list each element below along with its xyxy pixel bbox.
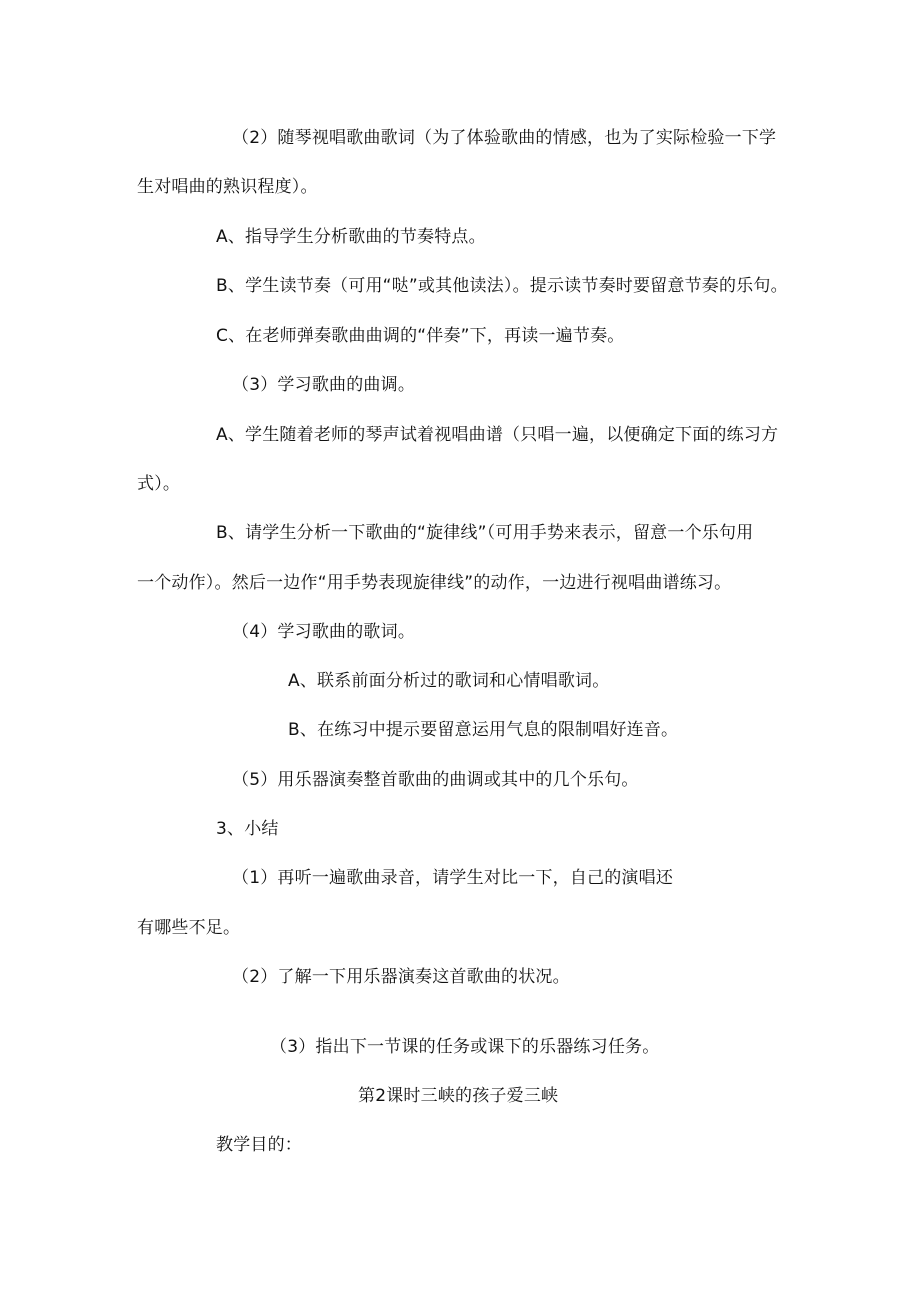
paragraph-line: （3）学习歌曲的曲调。 xyxy=(232,375,416,395)
paragraph-line: （3）指出下一节课的任务或课下的乐器练习任务。 xyxy=(270,1037,660,1057)
paragraph-line: A、指导学生分析歌曲的节奏特点。 xyxy=(216,227,486,247)
paragraph-line: A、学生随着老师的琴声试着视唱曲谱（只唱一遍，以便确定下面的练习方 xyxy=(216,425,779,445)
paragraph-line: （5）用乐器演奏整首歌曲的曲调或其中的几个乐句。 xyxy=(232,770,639,790)
lesson-title: 第2课时三峡的孩子爱三峡 xyxy=(358,1086,559,1106)
paragraph-line: B、请学生分析一下歌曲的“旋律线”（可用手势来表示，留意一个乐句用 xyxy=(216,523,754,543)
paragraph-line: （1）再听一遍歌曲录音，请学生对比一下，自己的演唱还 xyxy=(232,868,674,888)
paragraph-line: B、在练习中提示要留意运用气息的限制唱好连音。 xyxy=(288,720,679,740)
paragraph-line: 式）。 xyxy=(137,474,181,494)
paragraph-line: C、在老师弹奏歌曲曲调的“伴奏”下，再读一遍节奏。 xyxy=(216,326,625,346)
paragraph-line: 一个动作）。然后一边作“用手势表现旋律线”的动作，一边进行视唱曲谱练习。 xyxy=(137,573,732,593)
section-heading: 教学目的： xyxy=(216,1135,302,1155)
section-heading: 3、小结 xyxy=(216,819,279,839)
paragraph-line: （2）随琴视唱歌曲歌词（为了体验歌曲的情感，也为了实际检验一下学 xyxy=(232,128,777,148)
paragraph-line: （2）了解一下用乐器演奏这首歌曲的状况。 xyxy=(232,967,570,987)
paragraph-line: B、学生读节奏（可用“哒”或其他读法）。提示读节奏时要留意节奏的乐句。 xyxy=(216,276,788,296)
paragraph-line: 生对唱曲的熟识程度）。 xyxy=(137,177,318,197)
paragraph-line: （4）学习歌曲的歌词。 xyxy=(232,622,416,642)
paragraph-line: A、联系前面分析过的歌词和心情唱歌词。 xyxy=(288,671,610,691)
paragraph-line: 有哪些不足。 xyxy=(137,918,241,938)
